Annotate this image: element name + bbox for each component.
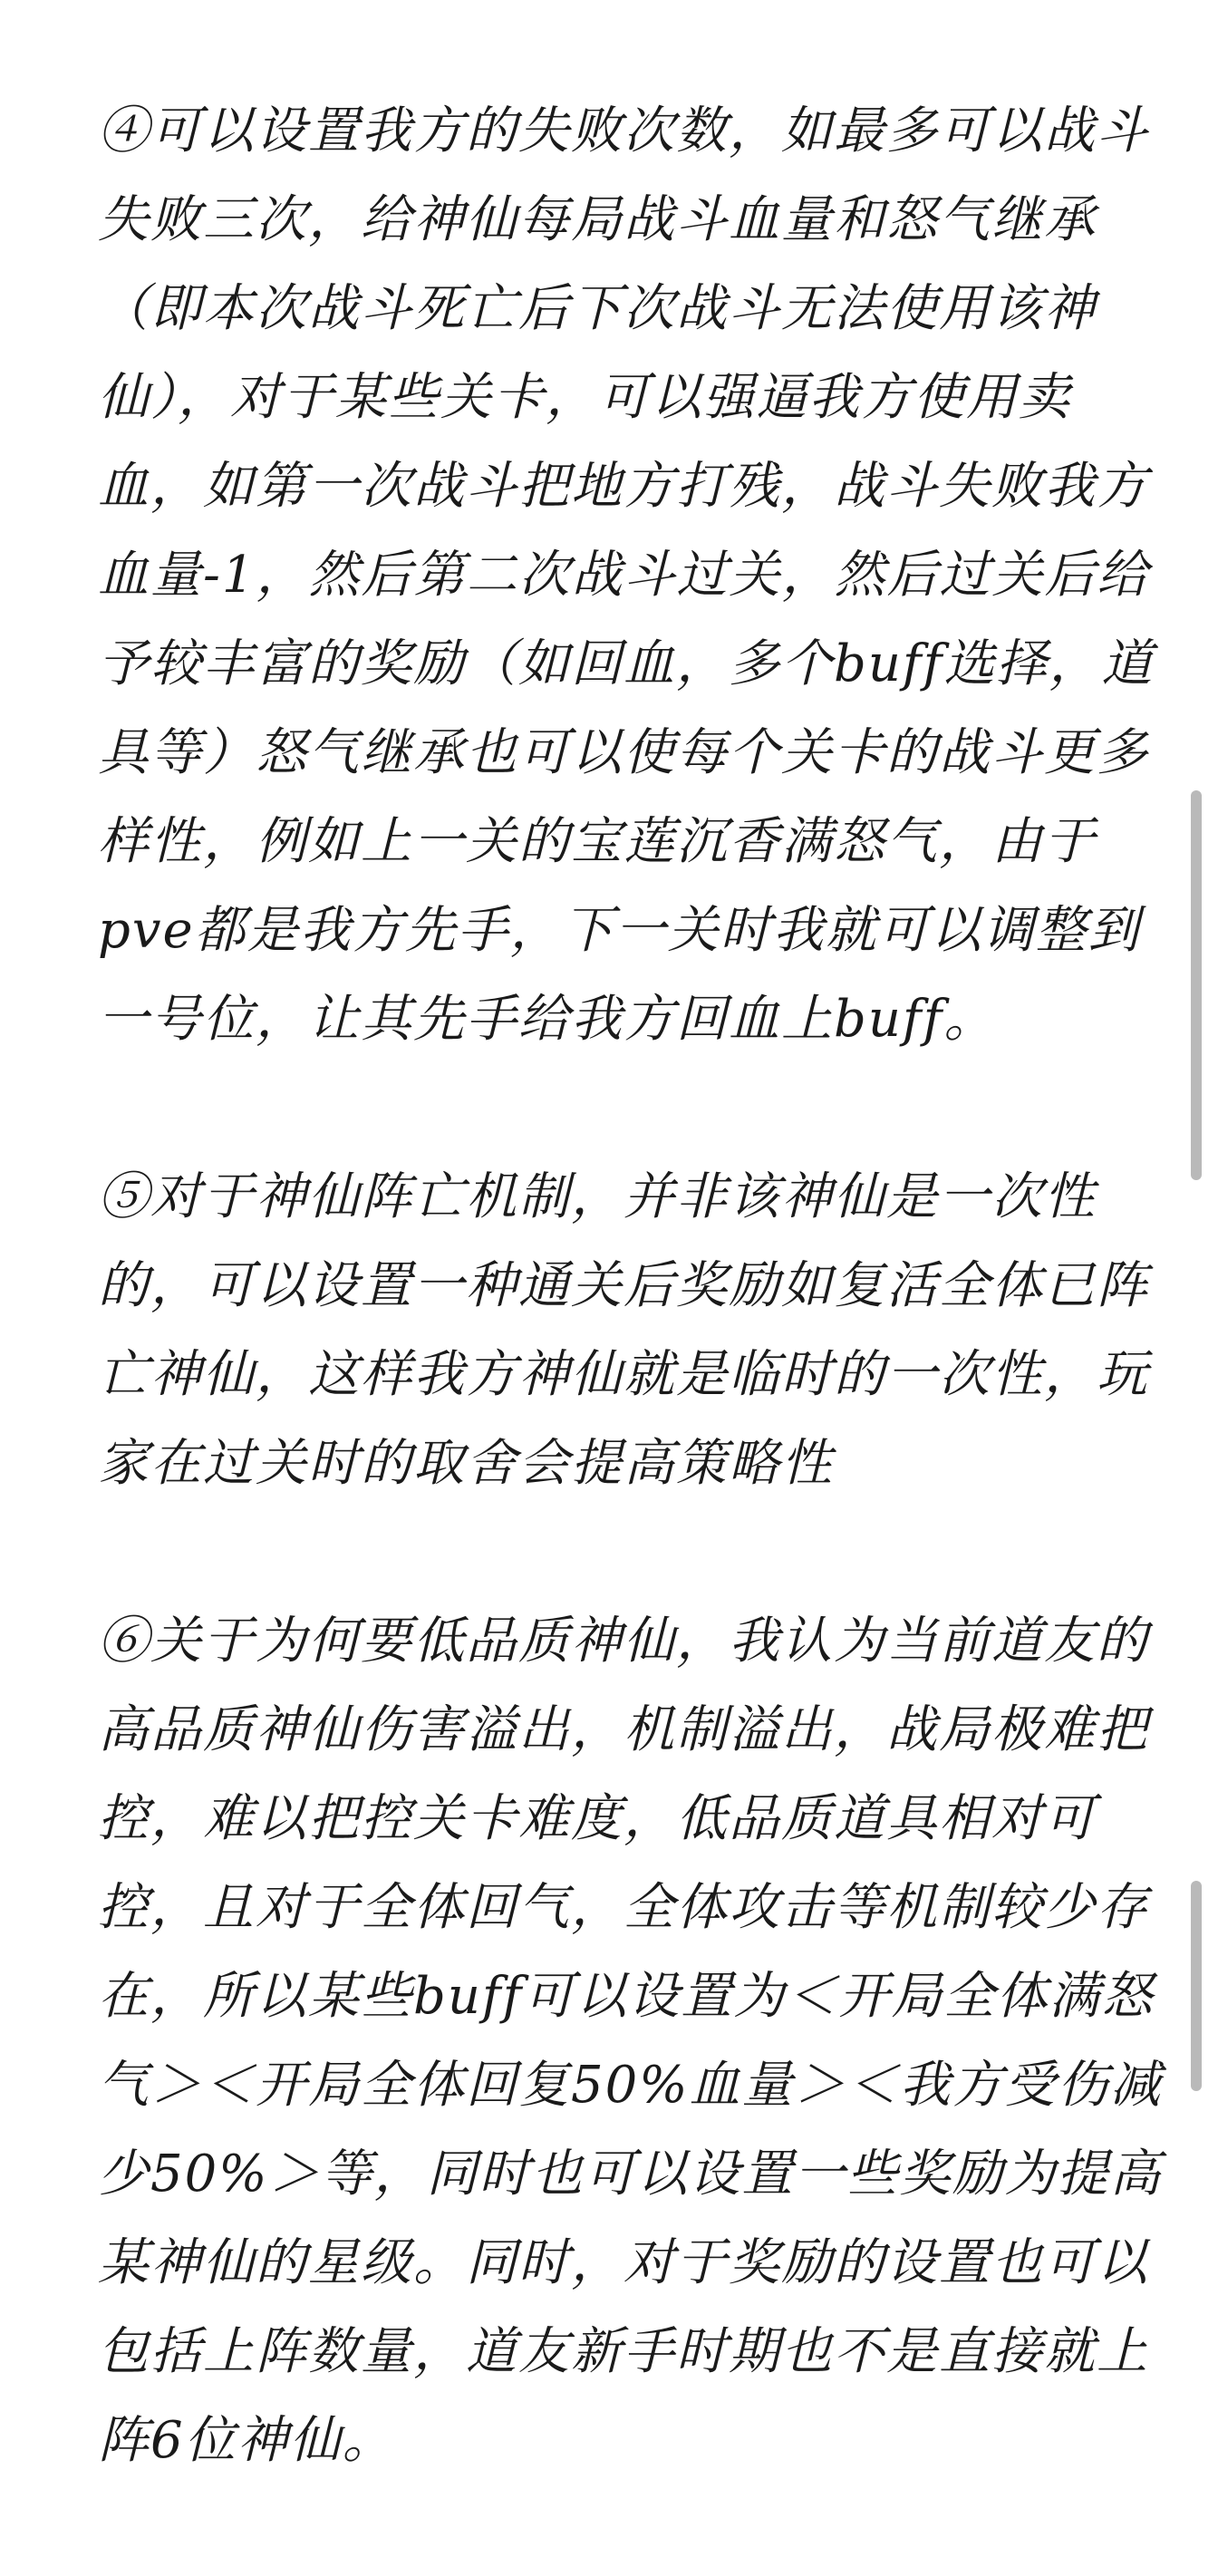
- paragraph-gap: [98, 1064, 1122, 1153]
- text-line: ⑤对于神仙阵亡机制，并非该神仙是一次性: [98, 1167, 1097, 1226]
- scrollbar-thumb[interactable]: [1191, 1881, 1202, 2091]
- text-line: 一号位，让其先手给我方回血上buff。: [98, 990, 997, 1049]
- text-line: ⑥关于为何要低品质神仙，我认为当前道友的: [98, 1612, 1149, 1671]
- text-line: 仙），对于某些关卡，可以强逼我方使用卖: [98, 368, 1071, 427]
- text-line: 在，所以某些buff可以设置为＜开局全体满怒: [98, 1967, 1155, 2026]
- text-line: 包括上阵数量，道友新手时期也不是直接就上: [98, 2322, 1149, 2381]
- text-line: 某神仙的星级。同时，对于奖励的设置也可以: [98, 2233, 1149, 2292]
- text-line: 家在过关时的取舍会提高策略性: [98, 1434, 834, 1493]
- text-line: 予较丰富的奖励（如回血，多个buff选择，道: [98, 634, 1155, 693]
- paragraph-6: [98, 1597, 1163, 2485]
- text-line: 气＞＜开局全体回复50%血量＞＜我方受伤减: [98, 2056, 1163, 2115]
- text-line: 样性，例如上一关的宝莲沉香满怒气，由于: [98, 812, 1097, 871]
- text-line: 血量-1，然后第二次战斗过关，然后过关后给: [98, 546, 1150, 605]
- paragraph-gap: [98, 1508, 1122, 1597]
- text-line: 失败三次，给神仙每局战斗血量和怒气继承: [98, 190, 1097, 249]
- text-line: pve都是我方先手，下一关时我就可以调整到: [98, 901, 1141, 960]
- text-line: 控，难以把控关卡难度，低品质道具相对可: [98, 1789, 1097, 1848]
- text-line: 高品质神仙伤害溢出，机制溢出，战局极难把: [98, 1700, 1149, 1759]
- paragraph-4: [98, 87, 1155, 1064]
- document-body: [98, 87, 1163, 2485]
- text-line: 亡神仙，这样我方神仙就是临时的一次性，玩: [98, 1345, 1149, 1404]
- paragraph-5: [98, 1153, 1149, 1508]
- text-line: 血，如第一次战斗把地方打残，战斗失败我方: [98, 457, 1149, 516]
- text-line: 控，且对于全体回气，全体攻击等机制较少存: [98, 1878, 1149, 1937]
- text-line: 具等）怒气继承也可以使每个关卡的战斗更多: [98, 723, 1149, 782]
- text-line: ④可以设置我方的失败次数，如最多可以战斗: [98, 102, 1149, 160]
- text-line: 阵6位神仙。: [98, 2411, 395, 2470]
- text-line: 少50%＞等，同时也可以设置一些奖励为提高: [98, 2145, 1163, 2203]
- text-line: 的，可以设置一种通关后奖励如复活全体已阵: [98, 1256, 1149, 1315]
- text-line: （即本次战斗死亡后下次战斗无法使用该神: [98, 279, 1097, 338]
- scrollbar-thumb[interactable]: [1191, 790, 1202, 1180]
